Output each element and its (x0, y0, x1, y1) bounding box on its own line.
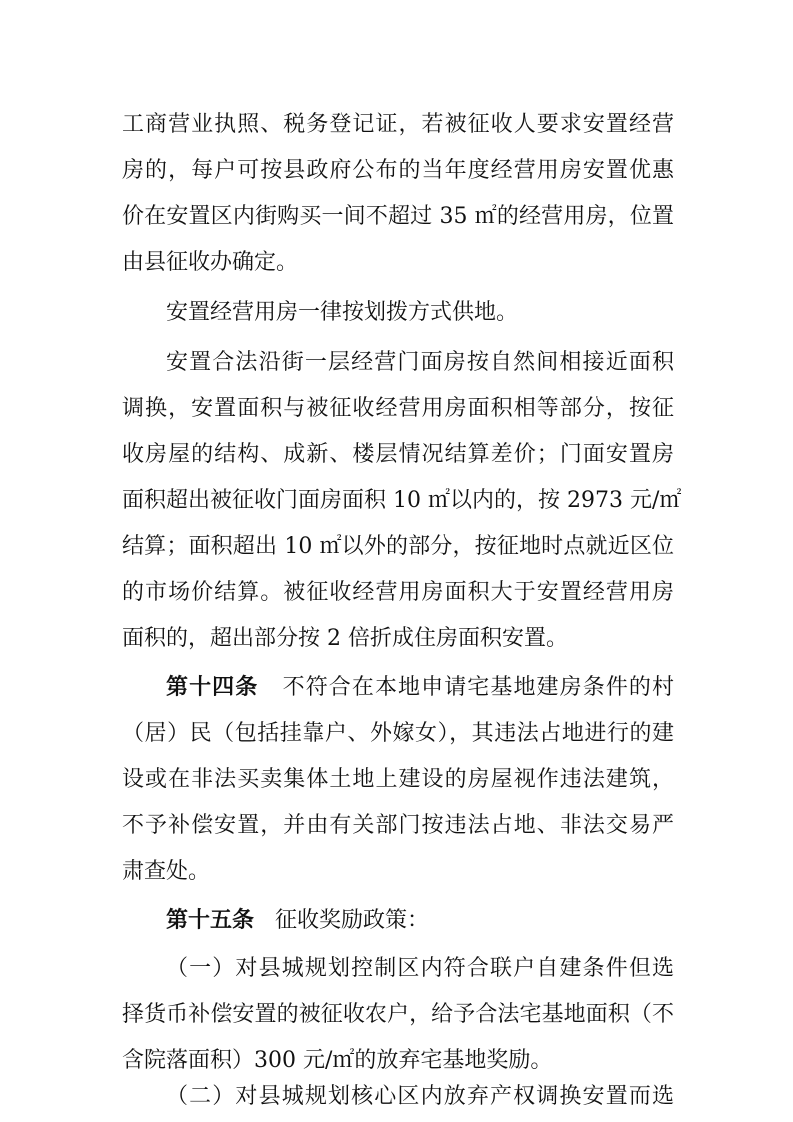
text-line: 安置经营用房一律按划拨方式供地。 (166, 300, 519, 325)
text-line: 面积超出被征收门面房面积 10 ㎡以内的，按 2973 元/㎡ (122, 488, 682, 513)
text-line: 肃查处。 (122, 859, 211, 884)
text-line: 房的，每户可按县政府公布的当年度经营用房安置优惠 (122, 158, 674, 183)
text-line: （居）民（包括挂靠户、外嫁女），其违法占地进行的建 (122, 721, 674, 746)
article-15-line (122, 898, 674, 944)
text-line: 面积的，超出部分按 2 倍折成住房面积安置。 (122, 626, 568, 651)
text-line: 结算；面积超出 10 ㎡以外的部分，按征地时点就近区位 (122, 534, 674, 559)
text-line: （二）对县城规划核心区内放弃产权调换安置而选 (166, 1084, 674, 1109)
text-line: 安置合法沿街一层经营门面房按自然间相接近面积 (166, 350, 674, 375)
article-15-heading: 第十五条 (166, 908, 255, 933)
article-14-text: 不符合在本地申请宅基地建房条件的村 (282, 675, 674, 700)
text-line: 择货币补偿安置的被征收农户，给予合法宅基地面积（不 (122, 1002, 674, 1027)
article-14-heading: 第十四条 (166, 675, 259, 700)
article-14-line (122, 665, 674, 711)
text-line: 含院落面积）300 元/㎡的放弃宅基地奖励。 (122, 1048, 553, 1073)
article-15-text: 征收奖励政策： (275, 908, 430, 933)
text-line: 的市场价结算。被征收经营用房面积大于安置经营用房 (122, 580, 674, 605)
text-line: 工商营业执照、税务登记证，若被征收人要求安置经营 (122, 112, 674, 137)
text-line: 收房屋的结构、成新、楼层情况结算差价；门面安置房 (122, 442, 674, 467)
text-line: 价在安置区内街购买一间不超过 35 ㎡的经营用房，位置 (122, 204, 674, 229)
text-line: 设或在非法买卖集体土地上建设的房屋视作违法建筑， (122, 767, 674, 792)
text-line: （一）对县城规划控制区内符合联户自建条件但选 (166, 956, 674, 981)
text-line: 由县征收办确定。 (122, 250, 299, 275)
text-line: 不予补偿安置，并由有关部门按违法占地、非法交易严 (122, 813, 674, 838)
text-line: 调换，安置面积与被征收经营用房面积相等部分，按征 (122, 396, 674, 421)
